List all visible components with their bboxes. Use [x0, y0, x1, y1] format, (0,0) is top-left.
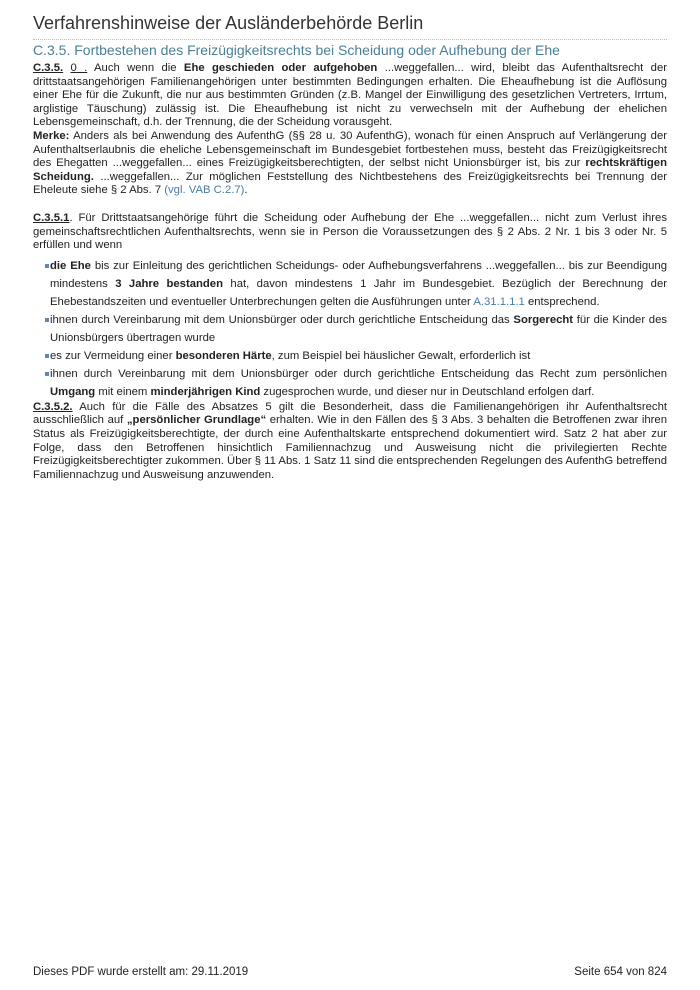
- paragraph-number: C.3.5.1: [33, 211, 70, 224]
- text-segment: Auch wenn die: [87, 62, 184, 74]
- text-segment: ihnen durch Vereinbarung mit dem Unionsbürger oder durch gerichtliche Entscheidung das: [50, 313, 514, 326]
- text-segment: mit einem: [95, 385, 151, 398]
- link-a-31-1-1-1[interactable]: A.31.1.1.1: [473, 295, 525, 308]
- text-segment: für die Kinder des Unionsbürgers übertragen wurde: [50, 313, 667, 344]
- footer-page-number: Seite 654 von 824: [574, 966, 667, 978]
- bold-segment: Ehe geschieden oder aufgehoben: [183, 62, 378, 74]
- text-segment: entsprechend.: [524, 295, 600, 308]
- text-segment: hat, davon mindestens 1 Jahr im Bundesgebiet. Bezüglich der Berechnung der Ehebestandszeiten und eventueller Unterbrechungen gelten die Ausführungen unter: [50, 277, 667, 308]
- bold-segment: minderjährigen Kind: [150, 385, 261, 398]
- bullet-icon: [45, 372, 49, 376]
- merke-label: Merke:: [33, 129, 70, 142]
- text-segment: erhalten. Wie in den Fällen des § 3 Abs. 3 behalten die Betroffenen zwar ihren Status als Freizügigkeitsberechtigte, der durch eine Aufenthaltskarte entsprechend dokumentiert wird. Satz 2 hat aber zur Folge, dass den Betroffenen hinsichtlich Familiennachzug und Ausweisung nicht die privilegierten Rechte Freizügigkeitsberechtigter zukommen. Über § 11 Abs. 1 Satz 11 sind die entsprechenden Regelungen des AufenthG betreffend Familiennachzug und Ausweisung anzuwenden.: [33, 414, 667, 481]
- title-divider: [33, 39, 667, 40]
- paragraph-c-3-5: [33, 62, 667, 130]
- footer-created-date: Dieses PDF wurde erstellt am: 29.11.2019: [33, 966, 249, 978]
- text-segment: ...weggefallen... wird, bleibt das Aufenthaltsrecht der drittstaatsangehörigen Familienangehörigen unter bestimmten Bedingungen erhalten. Die Eheaufhebung ist die Auflösung einer Ehe für die Zukunft, die nur aus bestimmten Gründen (z.B. Mangel der Einwilligung des gesetzlichen Vertreters, Irrtum, arglistige Täuschung) zulässig ist. Die Eheaufhebung ist nicht zu verwechseln mit der Aufhebung der ehelichen Lebensgemeinschaft, d.h. der Trennung, die der Scheidung vorausgeht.: [33, 62, 668, 129]
- list-item: [33, 365, 667, 401]
- link-vab-c-2-7[interactable]: (vgl. VAB C.2.7): [164, 184, 245, 197]
- bold-segment: Sorgerecht: [513, 313, 574, 326]
- condition-list: [33, 257, 667, 401]
- bold-segment: besonderen Härte: [175, 349, 272, 362]
- paragraph-number: C.3.5.2.: [33, 400, 73, 413]
- spacer: [33, 198, 667, 212]
- text-segment: . Für Drittstaatsangehörige führt die Scheidung oder Aufhebung der Ehe ...weggefallen... nicht zum Verlust ihres gemeinschaftsrechtlichen Aufenthaltsrechts, wenn sie in Person die Voraussetzungen des § 2 Abs. 2 Nr. 1 bis 3 oder Nr. 5 erfüllen und wenn: [33, 211, 667, 252]
- list-item: [33, 347, 667, 365]
- paragraph-number: C.3.5.: [33, 62, 64, 74]
- text-segment: , zum Beispiel bei häuslicher Gewalt, erforderlich ist: [271, 349, 531, 362]
- document-title: Verfahrenshinweise der Ausländerbehörde Berlin: [33, 13, 424, 33]
- merke-paragraph: [33, 130, 667, 198]
- bullet-icon: [45, 318, 49, 322]
- text-segment: Anders als bei Anwendung des AufenthG (§§ 28 u. 30 AufenthG), wonach für einen Anspruch auf Verlängerung der Aufenthaltserlaubnis die eheliche Lebensgemeinschaft im Bundesgebiet fortbestehen muss, besteht das Freizügigkeitsrecht des Ehegatten ...weggefallen... eines Freizügigkeitsberechtigten, der selbst nicht Unionsbürger ist, bis zur: [33, 129, 667, 170]
- text-segment: bis zur Einleitung des gerichtlichen Scheidungs- oder Aufhebungsverfahrens ...weggefallen... bis zur Beendigung mindestens: [50, 259, 667, 290]
- text-segment: ...weggefallen... Zur möglichen Feststellung des Nichtbestehens des Freizügigkeitsrechts bei Trennung der Eheleute siehe § 2 Abs. 7: [33, 170, 667, 197]
- text-segment: Auch für die Fälle des Absatzes 5 gilt die Besonderheit, dass die Familienangehörigen ihr Aufenthaltsrecht ausschließlich auf: [33, 400, 667, 427]
- text-segment: .: [244, 184, 248, 197]
- text-segment: es zur Vermeidung einer: [50, 349, 176, 362]
- section-heading: C.3.5. Fortbestehen des Freizügigkeitsrechts bei Scheidung oder Aufhebung der Ehe: [33, 42, 560, 58]
- bullet-icon: [45, 354, 49, 358]
- page-header: [33, 12, 667, 40]
- bold-segment: 3 Jahre bestanden: [115, 277, 223, 290]
- sub-number: 0 .: [70, 62, 88, 74]
- bold-segment: „persönlicher Grundlage“: [126, 414, 267, 427]
- list-item: [33, 311, 667, 347]
- bullet-icon: [45, 264, 49, 268]
- paragraph-c-3-5-1: [33, 212, 667, 253]
- bold-segment: die Ehe: [50, 259, 91, 272]
- text-segment: ihnen durch Vereinbarung mit dem Unionsbürger oder durch gerichtliche Entscheidung das Recht zum persönlichen: [50, 367, 667, 380]
- text-segment: zugesprochen wurde, und dieser nur in Deutschland erfolgen darf.: [260, 385, 595, 398]
- document-body: [33, 62, 667, 482]
- paragraph-c-3-5-2: [33, 401, 667, 483]
- list-item: [33, 257, 667, 311]
- bold-segment: rechtskräftigen Scheidung.: [33, 157, 667, 183]
- bold-segment: Umgang: [50, 385, 96, 398]
